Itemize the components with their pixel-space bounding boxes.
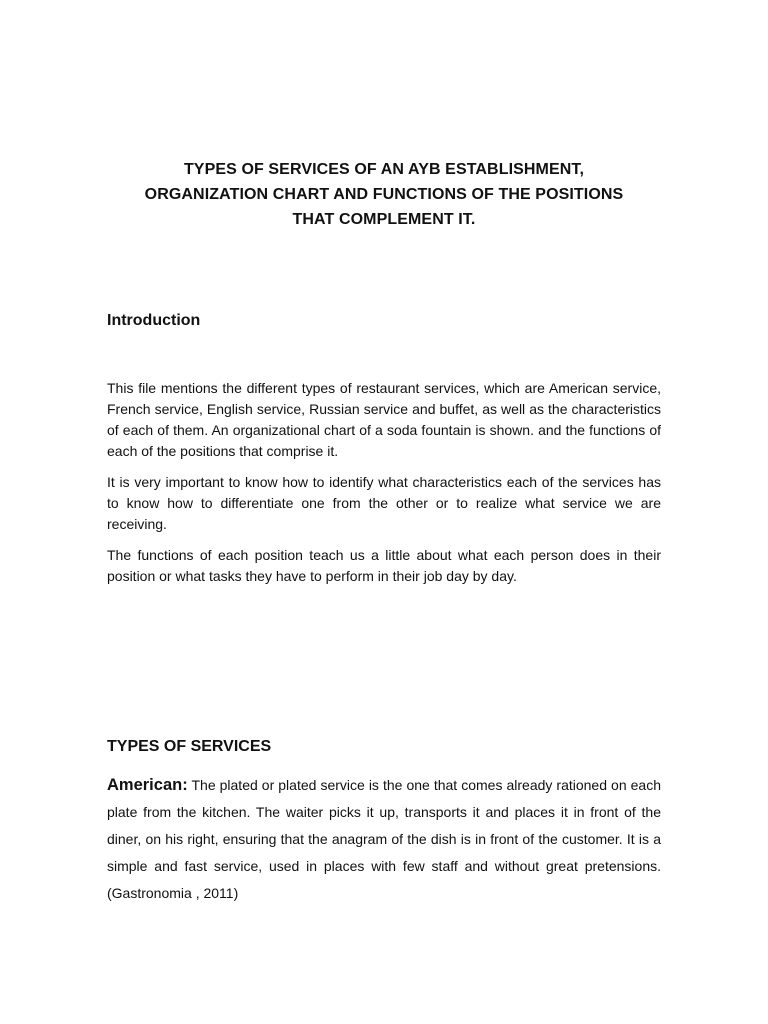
- introduction-paragraph: The functions of each position teach us a little about what each person does in their position or what tasks they have to perform in their job day by day.: [107, 547, 661, 584]
- title-line: ORGANIZATION CHART AND FUNCTIONS OF THE POSITIONS: [144, 186, 624, 203]
- introduction-paragraph: It is very important to know how to identify what characteristics each of the services has to know how to differentiate one from the other or to realize what service we are receiving.: [107, 474, 661, 532]
- types-of-services-heading: TYPES OF SERVICES: [107, 738, 272, 755]
- title-line: TYPES OF SERVICES OF AN AYB ESTABLISHMENT,: [183, 161, 585, 178]
- american-service-paragraph: [107, 772, 661, 907]
- document-title: [100, 157, 668, 232]
- title-line: THAT COMPLEMENT IT.: [292, 211, 476, 228]
- introduction-body: [107, 378, 661, 597]
- introduction-paragraph: This file mentions the different types of restaurant services, which are American service, French service, English service, Russian service and buffet, as well as the characteristics of each of them. An organizational chart of a soda fountain is shown. and the functions of each of the positions that comprise it.: [107, 380, 661, 459]
- american-service-label: American:: [107, 776, 188, 794]
- american-service-description: The plated or plated service is the one that comes already rationed on each plate from the kitchen. The waiter picks it up, transports it and places it in front of the diner, on his right, ensuring that the anagram of the dish is in front of the customer. It is a simple and fast service, used in places with few staff and without great pretensions. (Gastronomia , 2011): [107, 777, 661, 901]
- introduction-heading: Introduction: [107, 312, 201, 329]
